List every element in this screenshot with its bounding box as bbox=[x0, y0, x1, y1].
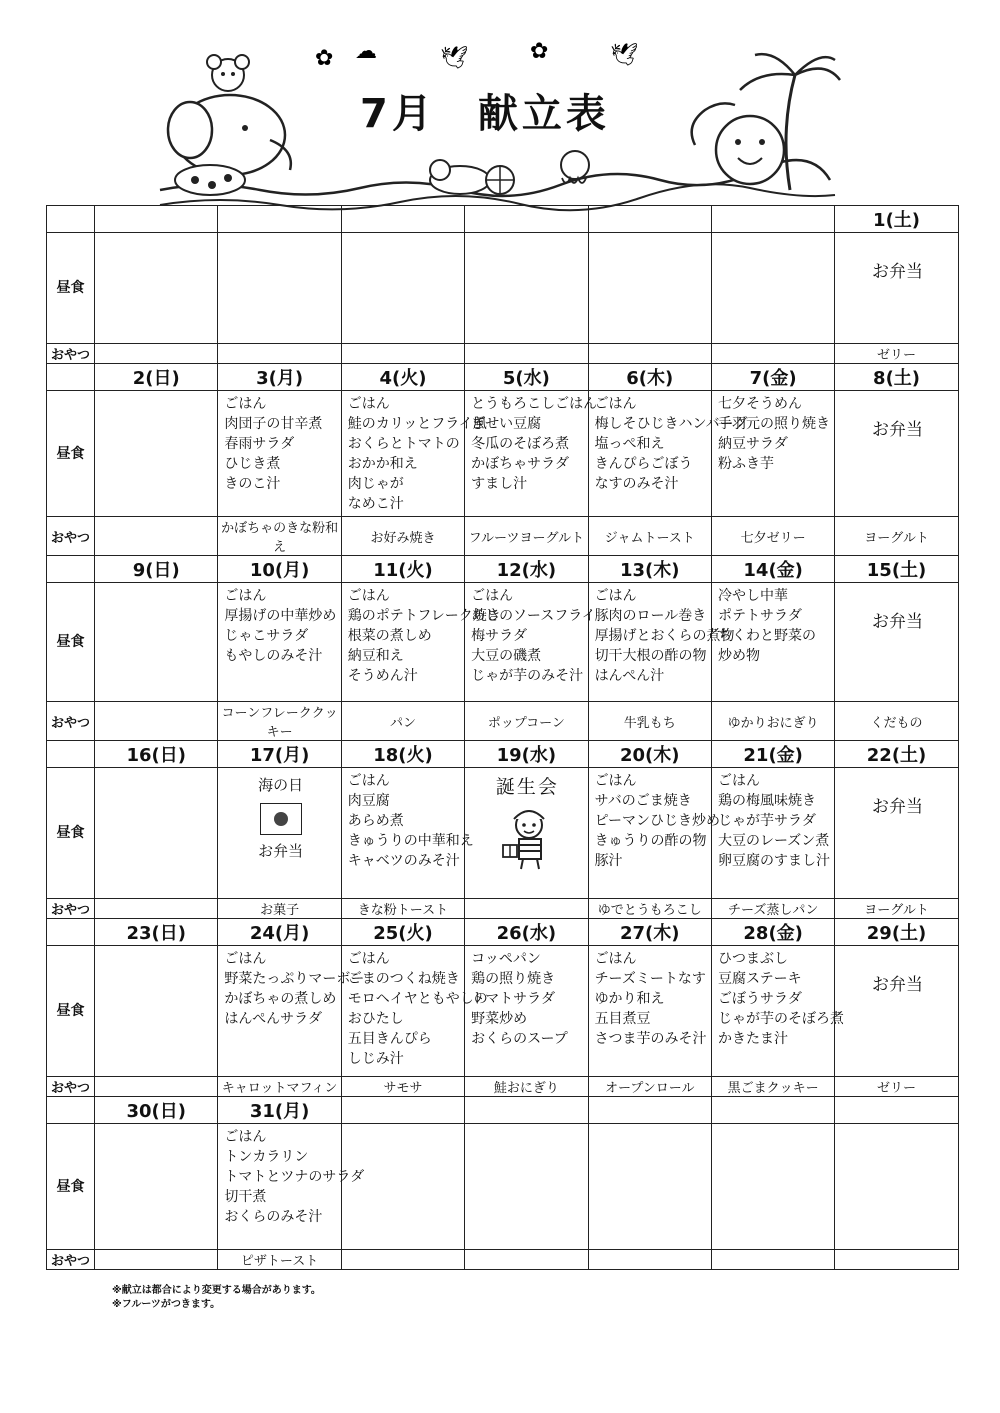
snack-cell bbox=[95, 1250, 218, 1270]
menu-item: 納豆サラダ bbox=[717, 436, 788, 452]
menu-item: ごはん bbox=[347, 951, 390, 967]
snack-row bbox=[47, 899, 959, 919]
snack-label: おやつ bbox=[47, 517, 95, 556]
date-cell: 10(月) bbox=[218, 556, 341, 583]
menu-item: キャベツのみそ汁 bbox=[347, 853, 460, 869]
lunch-cell bbox=[588, 233, 711, 344]
date-cell: 27(木) bbox=[588, 919, 711, 946]
date-cell: 21(金) bbox=[711, 741, 834, 768]
lunch-row bbox=[47, 946, 959, 1077]
date-cell: 4(火) bbox=[341, 364, 464, 391]
title-month: 7月 bbox=[360, 91, 436, 137]
snack-label: おやつ bbox=[47, 1077, 95, 1097]
date-row bbox=[47, 364, 959, 391]
lunch-cell bbox=[465, 768, 588, 899]
date-cell bbox=[588, 206, 711, 233]
menu-item: 卵豆腐のすまし汁 bbox=[717, 853, 830, 869]
menu-item: おかか和え bbox=[347, 456, 418, 472]
beach-ball-icon bbox=[486, 166, 514, 194]
snack-cell bbox=[95, 1077, 218, 1097]
date-row bbox=[47, 741, 959, 768]
lunch-cell bbox=[465, 583, 596, 702]
lunch-cell bbox=[711, 233, 834, 344]
lunch-cell bbox=[835, 233, 958, 344]
menu-item: ポテトサラダ bbox=[717, 608, 802, 624]
lunch-label: 昼食 bbox=[47, 583, 95, 702]
snack-cell: かぼちゃのきな粉和え bbox=[218, 517, 341, 556]
snack-cell bbox=[95, 899, 218, 919]
snack-cell: くだもの bbox=[835, 702, 958, 741]
bird-icon: 🕊 bbox=[610, 43, 638, 68]
child-face-icon bbox=[692, 103, 784, 184]
menu-item: ごはん bbox=[471, 588, 514, 604]
menu-item: サバのごま焼き bbox=[594, 793, 692, 809]
date-row bbox=[47, 556, 959, 583]
menu-item: 梅しそひじきハンバーグ bbox=[594, 416, 748, 432]
lunch-cell bbox=[465, 233, 588, 344]
menu-item: トマトサラダ bbox=[471, 991, 556, 1007]
menu-item: 手羽元の照り焼き bbox=[717, 416, 830, 432]
lunch-cell bbox=[835, 768, 958, 899]
menu-item: ピーマンひじき炒め bbox=[594, 813, 721, 829]
date-cell: 6(木) bbox=[588, 364, 711, 391]
menu-item: 五目煮豆 bbox=[594, 1011, 651, 1027]
date-cell: 30(日) bbox=[95, 1097, 218, 1124]
lunch-label: 昼食 bbox=[47, 946, 95, 1077]
date-cell: 12(水) bbox=[465, 556, 588, 583]
menu-item: ゆかり和え bbox=[594, 991, 665, 1007]
footnote-change: ※献立は都合により変更する場合があります。 bbox=[112, 1285, 321, 1296]
title-text: 献立表 bbox=[477, 91, 610, 137]
menu-item: 肉豆腐 bbox=[347, 793, 390, 809]
lunch-cell bbox=[588, 946, 711, 1077]
date-cell: 16(日) bbox=[95, 741, 218, 768]
date-cell bbox=[95, 206, 218, 233]
lunch-cell bbox=[341, 233, 464, 344]
menu-item: 豆腐ステーキ bbox=[717, 971, 802, 987]
snack-cell: パン bbox=[341, 702, 464, 741]
menu-item: コッペパン bbox=[471, 951, 541, 967]
lunch-cell bbox=[465, 1124, 588, 1250]
menu-item: 野菜たっぷりマーボー bbox=[224, 971, 365, 987]
menu-item: 切干煮 bbox=[224, 1189, 267, 1205]
menu-item: トンカラリン bbox=[224, 1149, 309, 1165]
menu-item: 納豆和え bbox=[347, 648, 404, 664]
date-cell bbox=[588, 1097, 711, 1124]
snack-cell: ゼリー bbox=[835, 1077, 958, 1097]
bento-text: お弁当 bbox=[872, 262, 924, 282]
menu-item: きゅうりの酢の物 bbox=[594, 833, 707, 849]
snack-cell: お菓子 bbox=[218, 899, 341, 919]
snack-cell bbox=[218, 344, 341, 364]
birthday-party-title: 誕生会 bbox=[495, 776, 559, 798]
menu-item: ごはん bbox=[594, 951, 637, 967]
cloud-icon: ☁ bbox=[355, 39, 377, 64]
date-cell bbox=[341, 206, 464, 233]
snack-cell bbox=[95, 517, 218, 556]
menu-item: 切干大根の酢の物 bbox=[594, 648, 707, 664]
lunch-cell bbox=[95, 391, 218, 517]
menu-item: 粉ふき芋 bbox=[717, 456, 774, 472]
flower-icon: ✿ bbox=[530, 39, 549, 64]
menu-item: 冬瓜のそぼろ煮 bbox=[471, 436, 570, 452]
snack-cell: ポップコーン bbox=[465, 702, 588, 741]
lunch-cell bbox=[218, 768, 341, 899]
bird-icon: 🕊 bbox=[440, 46, 468, 71]
lunch-cell bbox=[218, 583, 341, 702]
menu-item: 五目きんぴら bbox=[347, 1031, 432, 1047]
snack-cell: 黒ごまクッキー bbox=[711, 1077, 834, 1097]
lunch-cell bbox=[835, 946, 958, 1077]
lunch-cell bbox=[711, 946, 844, 1077]
menu-item: もやしのみそ汁 bbox=[224, 648, 323, 664]
date-cell: 5(水) bbox=[465, 364, 588, 391]
date-cell: 19(水) bbox=[465, 741, 588, 768]
date-cell: 11(火) bbox=[341, 556, 464, 583]
lunch-cell bbox=[588, 768, 721, 899]
date-cell bbox=[465, 1097, 588, 1124]
snack-label: おやつ bbox=[47, 1250, 95, 1270]
snack-row bbox=[47, 344, 959, 364]
snack-cell bbox=[465, 1250, 588, 1270]
lunch-cell bbox=[341, 1124, 464, 1250]
menu-item: 豚肉のロール巻き bbox=[594, 608, 707, 624]
menu-item: 塩っぺ和え bbox=[594, 436, 665, 452]
date-row-label bbox=[47, 1097, 95, 1124]
date-cell bbox=[711, 206, 834, 233]
lunch-cell bbox=[835, 583, 958, 702]
page-title bbox=[360, 82, 610, 139]
menu-item: ごはん bbox=[594, 588, 637, 604]
menu-item: おくらのスープ bbox=[471, 1031, 568, 1047]
lunch-cell bbox=[835, 1124, 958, 1250]
menu-item: じゃが芋のみそ汁 bbox=[471, 668, 584, 684]
lunch-cell bbox=[711, 1124, 834, 1250]
menu-item: じゃこサラダ bbox=[224, 628, 309, 644]
snack-label: おやつ bbox=[47, 344, 95, 364]
menu-item: すまし汁 bbox=[471, 476, 528, 492]
menu-item: 肉じゃが bbox=[347, 476, 404, 492]
date-cell bbox=[341, 1097, 464, 1124]
lunch-cell bbox=[341, 391, 487, 517]
date-cell: 8(土) bbox=[835, 364, 958, 391]
snack-cell bbox=[588, 344, 711, 364]
menu-item: かぼちゃサラダ bbox=[471, 456, 570, 472]
menu-item: 鮭のカリッとフライ風 bbox=[347, 416, 487, 432]
lunch-cell bbox=[588, 583, 735, 702]
date-row-label bbox=[47, 364, 95, 391]
lunch-cell bbox=[341, 768, 474, 899]
snack-row bbox=[47, 702, 959, 741]
snack-cell: ゆかりおにぎり bbox=[711, 702, 834, 741]
lunch-cell bbox=[835, 391, 958, 517]
menu-item: 肉団子の甘辛煮 bbox=[224, 416, 323, 432]
date-cell bbox=[835, 1097, 958, 1124]
menu-item: ごはん bbox=[347, 588, 390, 604]
date-cell bbox=[465, 206, 588, 233]
snack-row bbox=[47, 1250, 959, 1270]
menu-item: ごぼうサラダ bbox=[717, 991, 802, 1007]
menu-item: 厚揚げの中華炒め bbox=[224, 608, 337, 624]
snack-cell: キャロットマフィン bbox=[218, 1077, 341, 1097]
menu-item: 梅サラダ bbox=[471, 628, 528, 644]
menu-item: おくらとトマトの bbox=[347, 436, 460, 452]
lunch-label: 昼食 bbox=[47, 1124, 95, 1250]
date-row-label bbox=[47, 741, 95, 768]
lunch-cell bbox=[711, 583, 834, 702]
snack-cell bbox=[95, 344, 218, 364]
date-cell: 31(月) bbox=[218, 1097, 341, 1124]
lunch-cell bbox=[341, 946, 488, 1077]
lunch-cell bbox=[218, 1124, 365, 1250]
snack-cell: サモサ bbox=[341, 1077, 464, 1097]
lunch-row bbox=[47, 233, 959, 344]
lunch-cell bbox=[218, 391, 341, 517]
menu-item: ごはん bbox=[224, 588, 267, 604]
date-cell: 2(日) bbox=[95, 364, 218, 391]
footnote-fruit: ※フルーツがつきます。 bbox=[112, 1299, 221, 1310]
date-cell: 1(土) bbox=[835, 206, 958, 233]
child-with-gift-icon bbox=[497, 803, 557, 873]
snack-cell bbox=[95, 702, 218, 741]
menu-item: チーズミートなす bbox=[594, 971, 706, 987]
date-row bbox=[47, 919, 959, 946]
date-cell: 28(金) bbox=[711, 919, 834, 946]
menu-item: きのこ汁 bbox=[224, 476, 281, 492]
date-cell: 3(月) bbox=[218, 364, 341, 391]
date-cell: 23(日) bbox=[95, 919, 218, 946]
snack-cell: 鮭おにぎり bbox=[465, 1077, 588, 1097]
date-cell bbox=[218, 206, 341, 233]
snack-label: おやつ bbox=[47, 702, 95, 741]
menu-item: 鶏のポテトフレーク焼き bbox=[347, 608, 501, 624]
snack-cell: ピザトースト bbox=[218, 1250, 341, 1270]
menu-item: ひじき煮 bbox=[224, 456, 281, 472]
lunch-cell bbox=[465, 946, 588, 1077]
elephant-icon bbox=[168, 95, 291, 195]
date-cell: 20(木) bbox=[588, 741, 711, 768]
menu-item: あらめ煮 bbox=[347, 813, 404, 829]
mouse-icon bbox=[207, 55, 249, 91]
lunch-cell bbox=[95, 946, 218, 1077]
snack-cell bbox=[341, 1250, 464, 1270]
menu-item: あじのソースフライ bbox=[471, 608, 596, 624]
menu-item: ごはん bbox=[717, 773, 760, 789]
menu-item: 鶏の梅風味焼き bbox=[717, 793, 816, 809]
lunch-row bbox=[47, 391, 959, 517]
lunch-label: 昼食 bbox=[47, 233, 95, 344]
lunch-row bbox=[47, 583, 959, 702]
lunch-cell bbox=[711, 391, 834, 517]
menu-item: とうもろこしごはん bbox=[471, 396, 598, 412]
date-cell: 25(火) bbox=[341, 919, 464, 946]
lunch-cell bbox=[95, 768, 218, 899]
menu-item: かきたま汁 bbox=[717, 1031, 788, 1047]
lunch-cell bbox=[218, 233, 341, 344]
snack-cell bbox=[711, 1250, 834, 1270]
menu-item: おひたし bbox=[347, 1011, 404, 1027]
menu-item: おくらのみそ汁 bbox=[224, 1209, 323, 1225]
date-cell: 15(土) bbox=[835, 556, 958, 583]
snack-cell bbox=[465, 899, 588, 919]
menu-item: ごはん bbox=[224, 951, 267, 967]
date-cell: 26(水) bbox=[465, 919, 588, 946]
date-cell: 14(金) bbox=[711, 556, 834, 583]
snack-cell bbox=[341, 344, 464, 364]
menu-item: なめこ汁 bbox=[347, 496, 404, 512]
date-row-label bbox=[47, 206, 95, 233]
date-cell: 29(土) bbox=[835, 919, 958, 946]
snack-cell bbox=[835, 1250, 958, 1270]
snack-cell: ヨーグルト bbox=[835, 899, 958, 919]
snack-cell: きな粉トースト bbox=[341, 899, 464, 919]
menu-item: ごはん bbox=[224, 396, 267, 412]
snack-cell: ゆでとうもろこし bbox=[588, 899, 711, 919]
snack-cell: ジャムトースト bbox=[588, 517, 711, 556]
snack-label: おやつ bbox=[47, 899, 95, 919]
menu-item: 野菜炒め bbox=[471, 1011, 528, 1027]
date-row-label bbox=[47, 919, 95, 946]
snack-cell: 七夕ゼリー bbox=[711, 517, 834, 556]
lunch-cell bbox=[95, 233, 218, 344]
lunch-cell bbox=[465, 391, 598, 517]
date-row-label bbox=[47, 556, 95, 583]
lunch-row bbox=[47, 768, 959, 899]
menu-item: じゃが芋のそぼろ煮 bbox=[717, 1011, 844, 1027]
snack-cell bbox=[465, 344, 588, 364]
date-cell: 13(木) bbox=[588, 556, 711, 583]
snack-cell: 牛乳もち bbox=[588, 702, 711, 741]
menu-item: しじみ汁 bbox=[347, 1051, 404, 1067]
menu-item: 豚汁 bbox=[594, 853, 623, 869]
menu-item: ちくわと野菜の bbox=[717, 628, 816, 644]
snack-cell: フルーツヨーグルト bbox=[465, 517, 588, 556]
menu-item: かぼちゃの煮しめ bbox=[224, 991, 337, 1007]
holiday-title: 海の日 bbox=[258, 776, 304, 794]
menu-item: じゃが芋サラダ bbox=[717, 813, 816, 829]
snack-cell bbox=[588, 1250, 711, 1270]
lunch-row bbox=[47, 1124, 959, 1250]
menu-item: 厚揚げとおくらの煮物 bbox=[594, 628, 735, 644]
menu-item: ごはん bbox=[594, 773, 637, 789]
lunch-label: 昼食 bbox=[47, 768, 95, 899]
menu-item: 冷やし中華 bbox=[717, 588, 788, 604]
menu-item: さつま芋のみそ汁 bbox=[594, 1031, 707, 1047]
snack-cell: オープンロール bbox=[588, 1077, 711, 1097]
snack-cell: チーズ蒸しパン bbox=[711, 899, 834, 919]
menu-item: ごはん bbox=[594, 396, 637, 412]
menu-item: 鶏の照り焼き bbox=[471, 971, 556, 987]
date-cell: 24(月) bbox=[218, 919, 341, 946]
date-row bbox=[47, 1097, 959, 1124]
snack-cell: ヨーグルト bbox=[835, 517, 958, 556]
menu-item: 七夕そうめん bbox=[717, 396, 802, 412]
menu-item: きんぴらごぼう bbox=[594, 456, 693, 472]
seal-icon bbox=[430, 160, 490, 194]
date-cell: 17(月) bbox=[218, 741, 341, 768]
menu-item: ごはん bbox=[224, 1129, 267, 1145]
date-cell: 22(土) bbox=[835, 741, 958, 768]
lunch-cell bbox=[588, 1124, 711, 1250]
menu-item: そうめん汁 bbox=[347, 668, 418, 684]
bento-text: お弁当 bbox=[872, 975, 924, 995]
menu-item: モロヘイヤともやしの bbox=[347, 991, 488, 1007]
menu-item: 大豆の磯煮 bbox=[471, 648, 542, 664]
menu-item: ごはん bbox=[347, 773, 390, 789]
lunch-cell bbox=[218, 946, 365, 1077]
snack-cell: ゼリー bbox=[835, 344, 958, 364]
menu-item: ごはん bbox=[347, 396, 390, 412]
date-cell: 18(火) bbox=[341, 741, 464, 768]
snack-cell: コーンフレーククッキー bbox=[218, 702, 341, 741]
lunch-cell bbox=[95, 583, 218, 702]
snack-row bbox=[47, 517, 959, 556]
snack-cell bbox=[711, 344, 834, 364]
bento-text: お弁当 bbox=[872, 612, 924, 632]
menu-item: なすのみそ汁 bbox=[594, 476, 679, 492]
menu-item: トマトとツナのサラダ bbox=[224, 1169, 365, 1185]
date-cell: 9(日) bbox=[95, 556, 218, 583]
flower-icon: ✿ bbox=[315, 46, 334, 71]
snack-row bbox=[47, 1077, 959, 1097]
date-row bbox=[47, 206, 959, 233]
menu-item: 根菜の煮しめ bbox=[347, 628, 432, 644]
footnotes bbox=[112, 1284, 321, 1312]
menu-item: ぎせい豆腐 bbox=[471, 416, 542, 432]
menu-item: 春雨サラダ bbox=[224, 436, 295, 452]
lunch-cell bbox=[711, 768, 834, 899]
lunch-label: 昼食 bbox=[47, 391, 95, 517]
bento-text: お弁当 bbox=[872, 420, 924, 440]
date-cell bbox=[711, 1097, 834, 1124]
menu-item: きゅうりの中華和え bbox=[347, 833, 474, 849]
lunch-cell bbox=[95, 1124, 218, 1250]
menu-item: ごまのつくね焼き bbox=[347, 971, 460, 987]
snack-cell: お好み焼き bbox=[341, 517, 464, 556]
menu-item: 大豆のレーズン煮 bbox=[717, 833, 830, 849]
menu-item: ひつまぶし bbox=[717, 951, 788, 967]
date-cell: 7(金) bbox=[711, 364, 834, 391]
menu-item: 炒め物 bbox=[717, 648, 760, 664]
bento-text: お弁当 bbox=[258, 842, 304, 860]
bento-text: お弁当 bbox=[872, 797, 924, 817]
menu-calendar-table bbox=[46, 205, 959, 1270]
menu-item: はんぺんサラダ bbox=[224, 1011, 322, 1027]
menu-item: はんぺん汁 bbox=[594, 668, 665, 684]
japan-flag-icon bbox=[260, 803, 302, 835]
